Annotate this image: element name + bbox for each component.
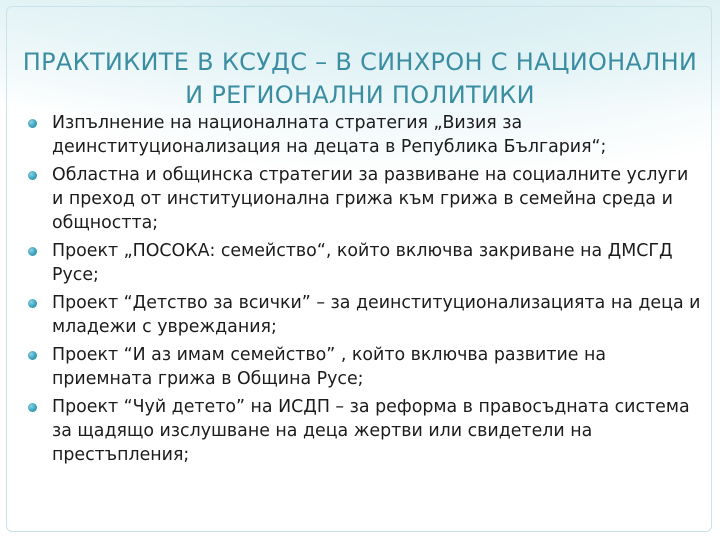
bullet-item-project-childhood bbox=[26, 291, 701, 339]
title-line-2: И РЕГИОНАЛНИ ПОЛИТИКИ bbox=[185, 81, 535, 109]
bullet-line: за щадящо изслушване на деца жертви или свидетели на bbox=[52, 421, 593, 441]
bullet-line: Русе; bbox=[52, 265, 99, 285]
bullet-item-regional-strategies bbox=[26, 163, 696, 235]
bullet-item-project-family bbox=[26, 343, 696, 391]
bullet-icon bbox=[28, 247, 37, 256]
bullet-list bbox=[26, 111, 701, 471]
bullet-item-national-strategy bbox=[26, 111, 696, 159]
bullet-icon bbox=[28, 299, 37, 308]
slide-title bbox=[20, 46, 700, 112]
bullet-line: Изпълнение на националната стратегия „Визия за bbox=[52, 113, 523, 133]
bullet-line: Проект “Чуй детето” на ИСДП – за реформа в правосъдната система bbox=[52, 397, 690, 417]
bullet-icon bbox=[28, 351, 37, 360]
bullet-line: престъпления; bbox=[52, 445, 190, 465]
bullet-line: приемната грижа в Община Русе; bbox=[52, 369, 364, 389]
bullet-item-project-posoka bbox=[26, 239, 696, 287]
bullet-line: младежи с увреждания; bbox=[52, 317, 277, 337]
bullet-icon bbox=[28, 119, 37, 128]
bullet-line: общността; bbox=[52, 213, 159, 233]
bullet-icon bbox=[28, 171, 37, 180]
bullet-item-project-hear-the-child bbox=[26, 395, 696, 467]
title-line-1: ПРАКТИКИТЕ В КСУДС – В СИНХРОН С НАЦИОНАЛНИ bbox=[22, 48, 698, 76]
bullet-line: деинституционализация на децата в Република България“; bbox=[52, 137, 607, 157]
bullet-line: Проект “Детство за всички” – за деинституционализацията на деца и bbox=[52, 293, 701, 313]
bullet-icon bbox=[28, 403, 37, 412]
bullet-line: и преход от институционална грижа към грижа в семейна среда и bbox=[52, 189, 673, 209]
bullet-line: Проект „ПОСОКА: семейство“, който включва закриване на ДМСГД bbox=[52, 241, 673, 261]
bullet-line: Областна и общинска стратегии за развиване на социалните услуги bbox=[52, 165, 689, 185]
bullet-line: Проект “И аз имам семейство” , който включва развитие на bbox=[52, 345, 607, 365]
